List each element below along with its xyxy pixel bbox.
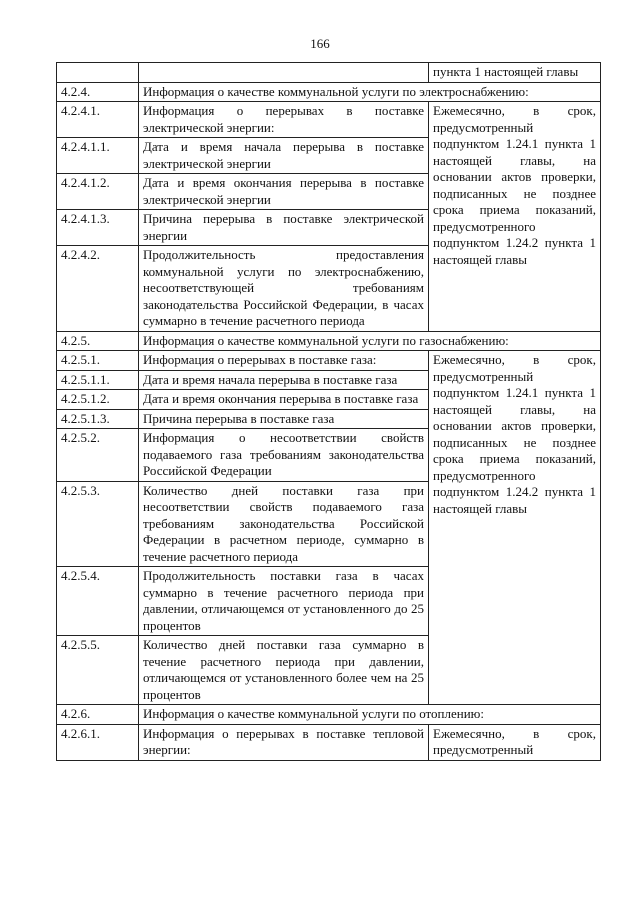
cell-description: Информация о перерывах в поставке тепловой энергии: bbox=[139, 724, 429, 760]
cell-description: Причина перерыва в поставке газа bbox=[139, 409, 429, 429]
cell-description: Информация о несоответствии свойств подаваемого газа требованиям законодательства Российской Федерации bbox=[139, 429, 429, 482]
cell-number: 4.2.5.5. bbox=[57, 636, 139, 705]
cell-description: Количество дней поставки газа суммарно в течение расчетного периода при давлении, отличающемся от установленного более чем на 25 процентов bbox=[139, 636, 429, 705]
cell-description: Информация о перерывах в поставке электрической энергии: bbox=[139, 102, 429, 138]
cell-deadline: пункта 1 настоящей главы bbox=[429, 63, 601, 83]
cell-deadline: Ежемесячно, в срок, предусмотренный подпунктом 1.24.1 пункта 1 настоящей главы, на основании актов проверки, подписанных не позднее срока приема показаний, предусмотренного подпунктом 1.24.2 пункта 1 настоящей главы bbox=[429, 102, 601, 332]
cell-number: 4.2.5.1. bbox=[57, 351, 139, 371]
section-number: 4.2.5. bbox=[57, 331, 139, 351]
cell-number: 4.2.4.1. bbox=[57, 102, 139, 138]
cell-description: Дата и время окончания перерыва в поставке газа bbox=[139, 390, 429, 410]
section-title: Информация о качестве коммунальной услуги по газоснабжению: bbox=[139, 331, 601, 351]
cell-number bbox=[57, 63, 139, 83]
cell-number: 4.2.5.4. bbox=[57, 567, 139, 636]
table-row bbox=[57, 351, 601, 371]
cell-description: Информация о перерывах в поставке газа: bbox=[139, 351, 429, 371]
cell-number: 4.2.4.2. bbox=[57, 246, 139, 332]
section-title: Информация о качестве коммунальной услуги по электроснабжению: bbox=[139, 82, 601, 102]
section-row bbox=[57, 82, 601, 102]
cell-description: Причина перерыва в поставке электрической энергии bbox=[139, 210, 429, 246]
cell-description: Дата и время окончания перерыва в поставке электрической энергии bbox=[139, 174, 429, 210]
cell-number: 4.2.5.1.1. bbox=[57, 370, 139, 390]
cell-number: 4.2.4.1.1. bbox=[57, 138, 139, 174]
cell-description: Дата и время начала перерыва в поставке электрической энергии bbox=[139, 138, 429, 174]
table-row bbox=[57, 102, 601, 138]
section-title: Информация о качестве коммунальной услуги по отоплению: bbox=[139, 705, 601, 725]
cell-deadline: Ежемесячно, в срок, предусмотренный bbox=[429, 724, 601, 760]
cell-description: Продолжительность поставки газа в часах суммарно в течение расчетного периода при давлении, отличающемся от установленного до 25 процентов bbox=[139, 567, 429, 636]
section-row bbox=[57, 705, 601, 725]
cell-number: 4.2.4.1.3. bbox=[57, 210, 139, 246]
cell-number: 4.2.5.2. bbox=[57, 429, 139, 482]
cell-number: 4.2.5.1.3. bbox=[57, 409, 139, 429]
cell-deadline: Ежемесячно, в срок, предусмотренный подпунктом 1.24.1 пункта 1 настоящей главы, на основании актов проверки, подписанных не позднее срока приема показаний, предусмотренного подпунктом 1.24.2 пункта 1 настоящей главы bbox=[429, 351, 601, 705]
section-row bbox=[57, 331, 601, 351]
cell-number: 4.2.5.3. bbox=[57, 481, 139, 567]
cell-description: Продолжительность предоставления коммунальной услуги по электроснабжению, несоответствующей требованиям законодательства Российской Федерации, в часах суммарно в течение расчетного периода bbox=[139, 246, 429, 332]
section-number: 4.2.4. bbox=[57, 82, 139, 102]
cell-number: 4.2.5.1.2. bbox=[57, 390, 139, 410]
cell-number: 4.2.4.1.2. bbox=[57, 174, 139, 210]
page-number: 166 bbox=[310, 36, 330, 51]
cell-description bbox=[139, 63, 429, 83]
section-number: 4.2.6. bbox=[57, 705, 139, 725]
cell-description: Дата и время начала перерыва в поставке газа bbox=[139, 370, 429, 390]
document-table bbox=[56, 62, 601, 761]
cell-number: 4.2.6.1. bbox=[57, 724, 139, 760]
table-row bbox=[57, 63, 601, 83]
cell-description: Количество дней поставки газа при несоответствии свойств подаваемого газа требованиям законодательства Российской Федерации в расчетном периоде, суммарно в течение расчетного периода bbox=[139, 481, 429, 567]
table-row bbox=[57, 724, 601, 760]
